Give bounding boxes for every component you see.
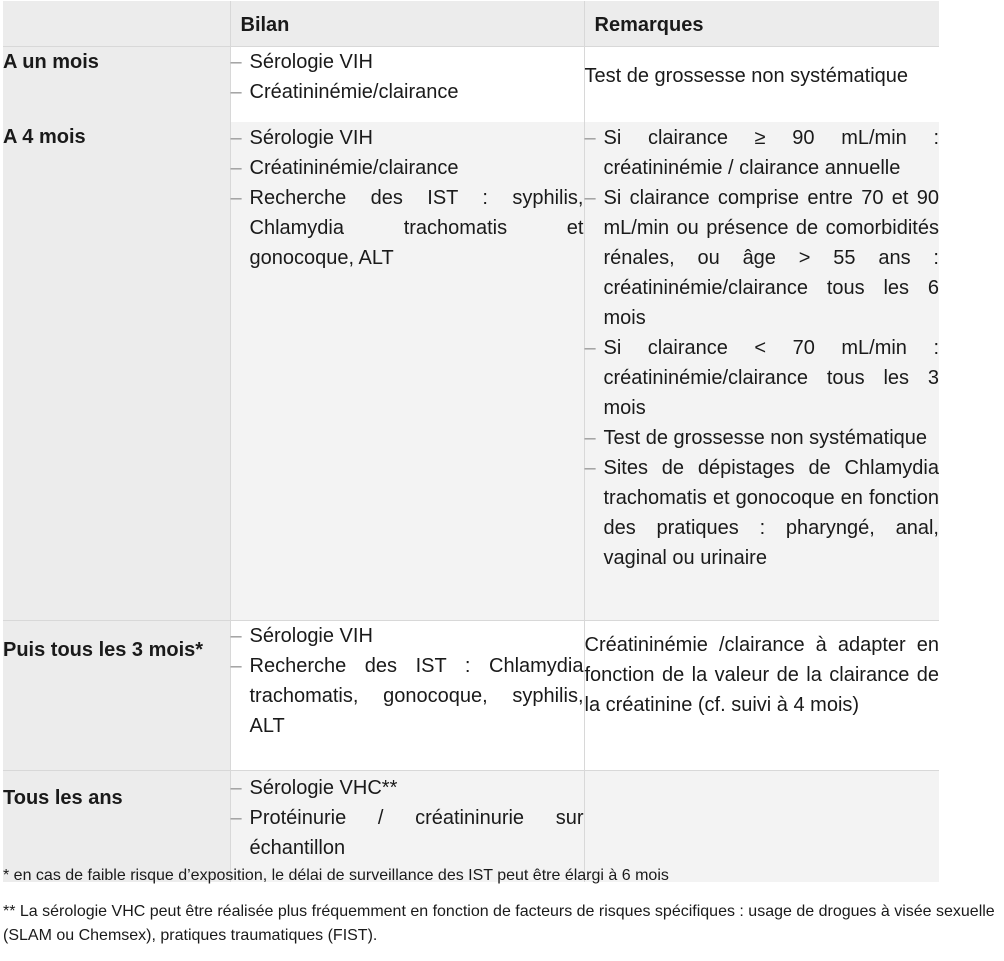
list-item	[585, 123, 940, 183]
list-item	[231, 77, 584, 107]
remarque-list	[585, 123, 940, 573]
list-item	[231, 651, 584, 741]
list-item-text: Sites de dépistages de Chlamydia trachomatis et gonocoque en fonction des pratiques : pharyngé, anal, vaginal ou urinaire	[603, 456, 939, 569]
dash-bullet: –	[230, 50, 242, 73]
list-item	[231, 47, 584, 77]
list-item-text: Recherche des IST : Chlamydia trachomatis, gonocoque, syphilis, ALT	[249, 654, 584, 737]
footnote-double-asterisk: ** La sérologie VHC peut être réalisée plus fréquemment en fonction de facteurs de risques spécifiques : usage de drogues à visée sexuelle (SLAM ou Chemsex), pratiques traumatiques (FIST).	[3, 903, 995, 944]
dash-bullet: –	[584, 456, 596, 479]
dash-bullet: –	[230, 776, 242, 799]
list-item	[585, 333, 940, 423]
list-item-text: Sérologie VIH	[249, 624, 373, 647]
bilan-list	[231, 123, 584, 273]
list-item-text: Protéinurie / créatininurie sur échantillon	[249, 806, 584, 859]
header-empty-cell	[3, 1, 230, 46]
dash-bullet: –	[584, 336, 596, 359]
remarque-text: Créatininémie /clairance à adapter en fonction de la valeur de la clairance de la créatinine (cf. suivi à 4 mois)	[584, 633, 939, 716]
header-bilan: Bilan	[230, 1, 584, 46]
row-label: A 4 mois	[3, 122, 230, 621]
remarque-cell	[584, 46, 939, 122]
list-item	[231, 773, 584, 803]
dash-bullet: –	[584, 186, 596, 209]
remarque-text: Test de grossesse non systématique	[584, 64, 909, 87]
list-item	[231, 803, 584, 863]
bilan-cell	[230, 46, 584, 122]
list-item-text: Créatininémie/clairance	[249, 156, 459, 179]
list-item	[585, 423, 940, 453]
list-item-text: Sérologie VHC**	[249, 776, 398, 799]
bilan-list	[231, 621, 584, 741]
list-item-text: Recherche des IST : syphilis, Chlamydia trachomatis et gonocoque, ALT	[249, 186, 584, 269]
table-row	[3, 46, 939, 122]
row-label: Tous les ans	[3, 770, 230, 882]
list-item	[585, 183, 940, 333]
row-label: A un mois	[3, 46, 230, 122]
dash-bullet: –	[230, 624, 242, 647]
remarque-cell	[584, 122, 939, 621]
remarque-cell	[584, 620, 939, 770]
dash-bullet: –	[230, 654, 242, 677]
bilan-cell	[230, 620, 584, 770]
header-remarques: Remarques	[584, 1, 939, 46]
footnote-single-asterisk: * en cas de faible risque d’exposition, le délai de surveillance des IST peut être élargi à 6 mois	[3, 867, 669, 884]
dash-bullet: –	[584, 126, 596, 149]
bilan-cell	[230, 122, 584, 621]
dash-bullet: –	[230, 80, 242, 103]
dash-bullet: –	[230, 156, 242, 179]
list-item-text: Si clairance < 70 mL/min : créatininémie/clairance tous les 3 mois	[603, 336, 939, 419]
table-header-row	[3, 1, 939, 46]
list-item	[231, 153, 584, 183]
bilan-list	[231, 47, 584, 107]
row-label: Puis tous les 3 mois*	[3, 620, 230, 770]
dash-bullet: –	[584, 426, 596, 449]
surveillance-table	[3, 1, 939, 882]
list-item-text: Sérologie VIH	[249, 50, 373, 73]
list-item-text: Test de grossesse non systématique	[603, 426, 928, 449]
dash-bullet: –	[230, 806, 242, 829]
list-item-text: Sérologie VIH	[249, 126, 373, 149]
list-item-text: Si clairance ≥ 90 mL/min : créatininémie / clairance annuelle	[603, 126, 939, 179]
list-item-text: Créatininémie/clairance	[249, 80, 459, 103]
table-row	[3, 620, 939, 770]
table-row	[3, 122, 939, 621]
list-item	[231, 621, 584, 651]
dash-bullet: –	[230, 126, 242, 149]
bilan-list	[231, 773, 584, 863]
list-item	[231, 183, 584, 273]
list-item	[585, 453, 940, 573]
list-item-text: Si clairance comprise entre 70 et 90 mL/min ou présence de comorbidités rénales, ou âge > 55 ans : créatininémie/clairance tous les 6 mois	[603, 186, 939, 329]
dash-bullet: –	[230, 186, 242, 209]
list-item	[231, 123, 584, 153]
